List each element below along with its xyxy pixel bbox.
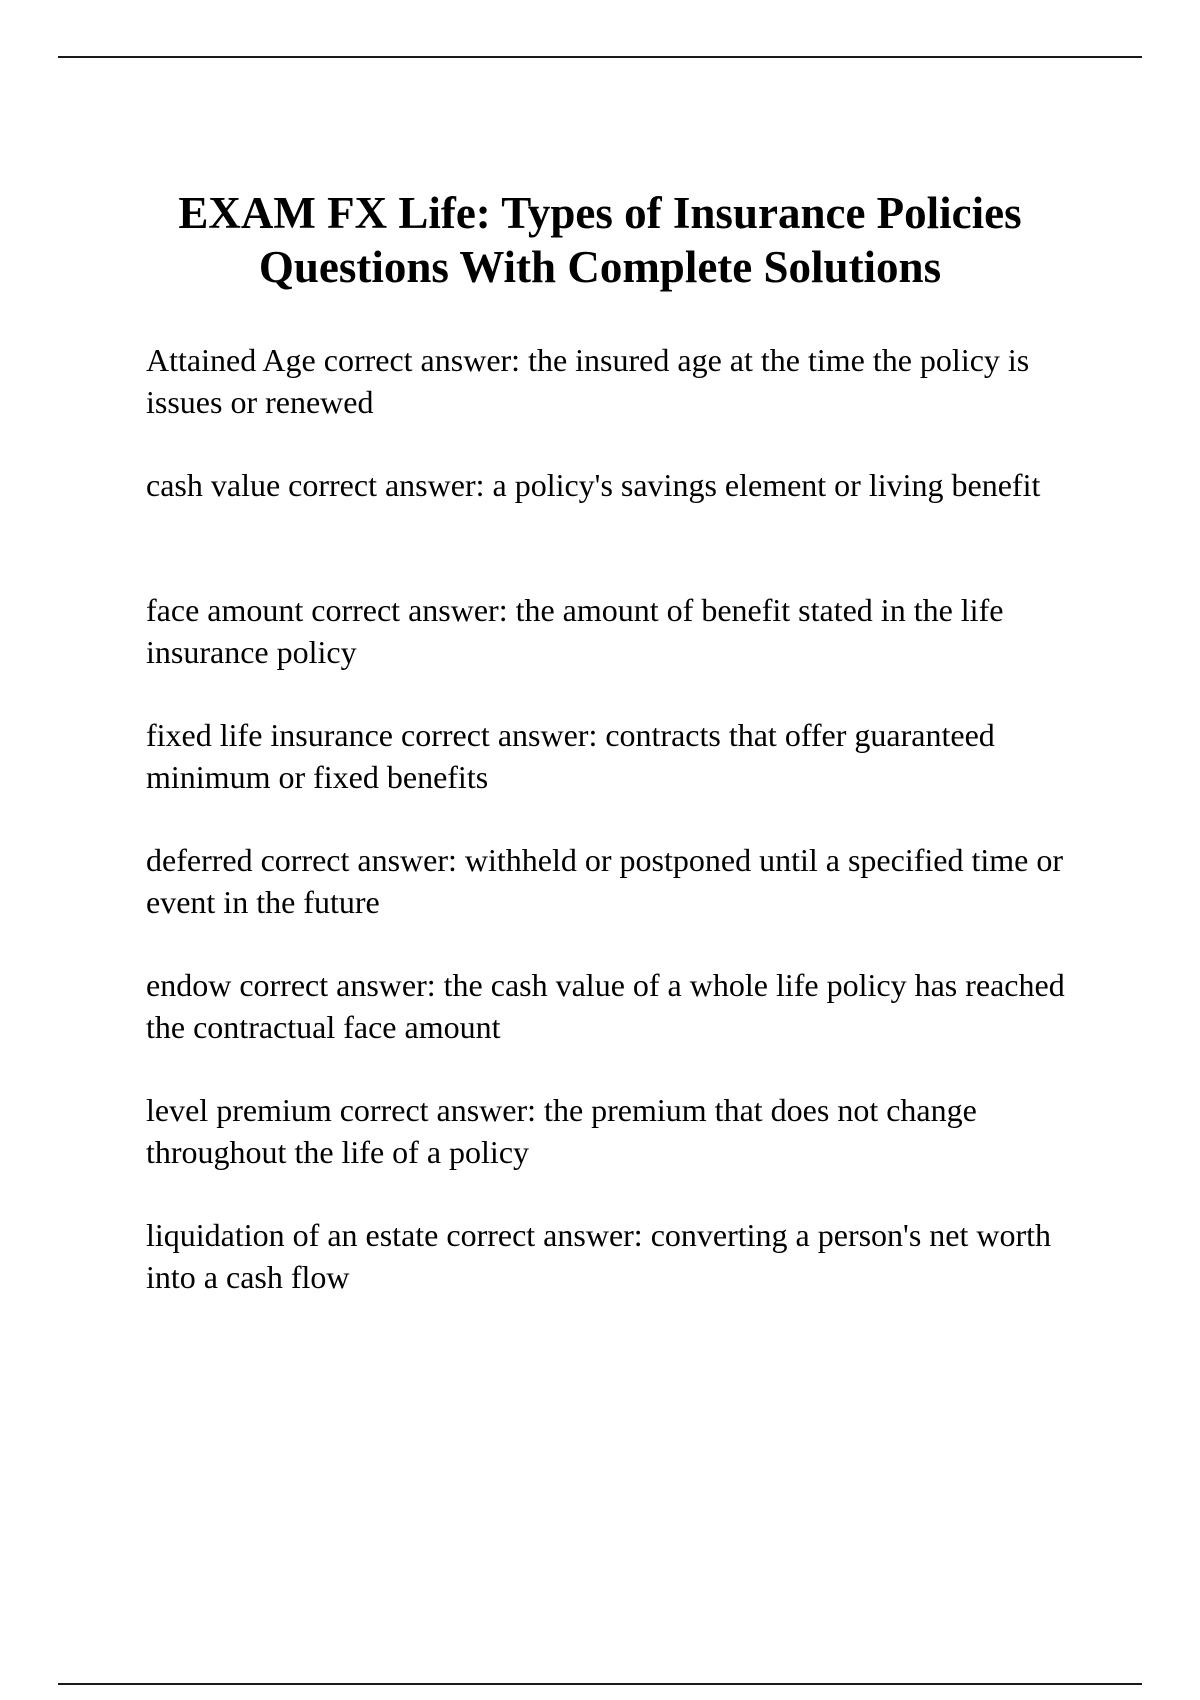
- qa-item-fixed-life-insurance: fixed life insurance correct answer: contracts that offer guaranteed minimum or fixed benefits: [146, 717, 995, 795]
- qa-item-cash-value: cash value correct answer: a policy's savings element or living benefit: [146, 467, 1041, 503]
- title-line-2: Questions With Complete Solutions: [258, 242, 942, 292]
- qa-item-liquidation-of-an-estate: liquidation of an estate correct answer: converting a person's net worth into a cash flow: [146, 1217, 1052, 1295]
- qa-item-face-amount: face amount correct answer: the amount of benefit stated in the life insurance policy: [146, 592, 1004, 670]
- title-line-1: EXAM FX Life: Types of Insurance Policies: [178, 188, 1022, 238]
- qa-item-level-premium: level premium correct answer: the premium that does not change throughout the life of a policy: [146, 1092, 977, 1170]
- header-rule: [58, 56, 1142, 58]
- qa-list: [146, 339, 1096, 1339]
- document-title: [80, 186, 1120, 294]
- qa-item-deferred: deferred correct answer: withheld or postponed until a specified time or event in the future: [146, 842, 1063, 920]
- footer-rule: [58, 1683, 1142, 1685]
- qa-item-endow: endow correct answer: the cash value of a whole life policy has reached the contractual face amount: [146, 967, 1065, 1045]
- qa-item-attained-age: Attained Age correct answer: the insured age at the time the policy is issues or renewed: [146, 342, 1030, 420]
